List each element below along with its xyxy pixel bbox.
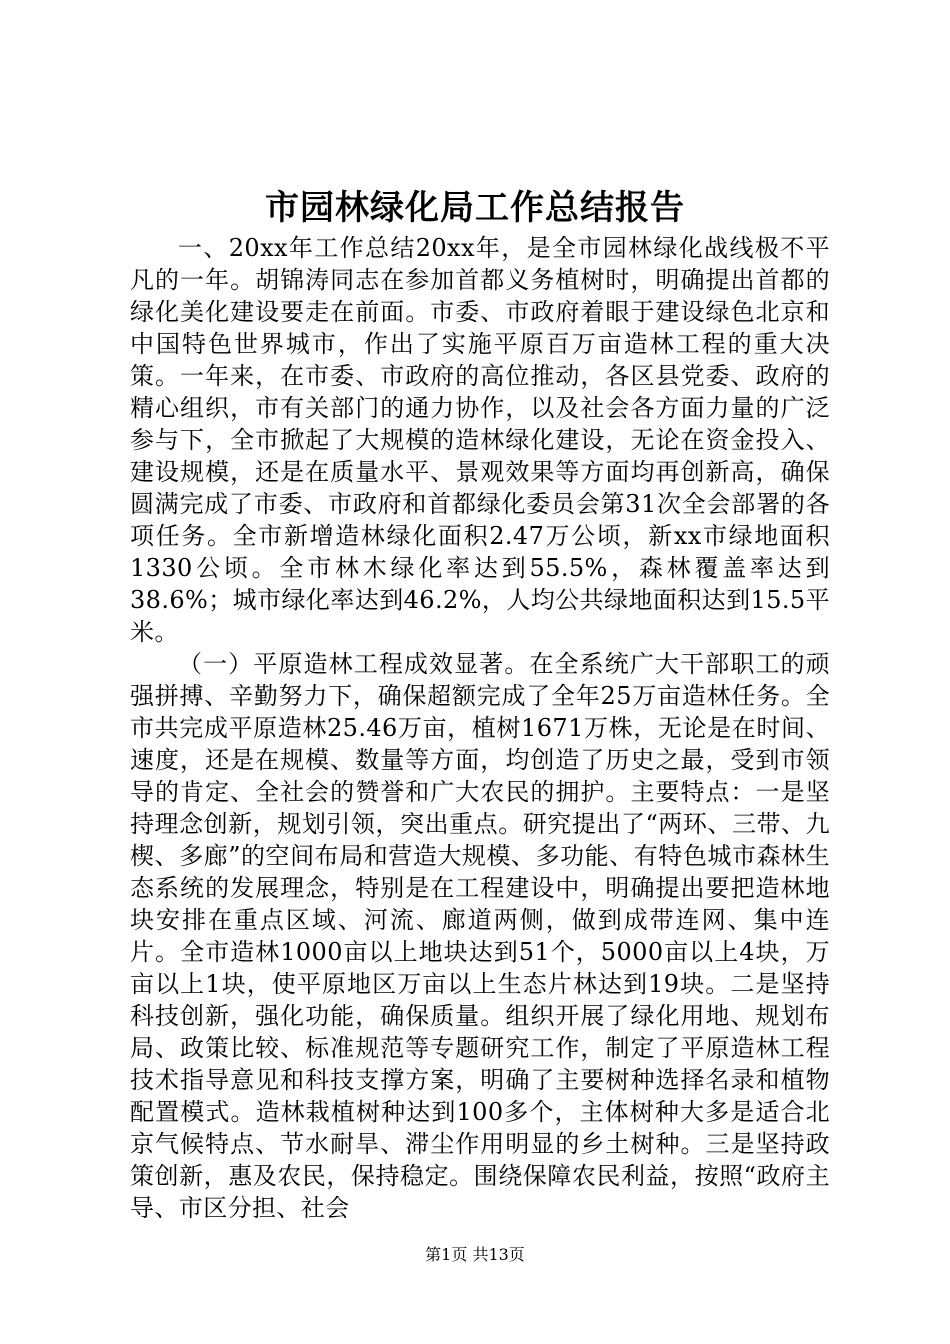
paragraph-summary: 一、20xx年工作总结20xx年，是全市园林绿化战线极不平凡的一年。胡锦涛同志在参加首都义务植树时，明确提出首都的绿化美化建设要走在前面。市委、市政府着眼于建设绿色北京和中国特色世界城市，作出了实施平原百万亩造林工程的重大决策。一年来，在市委、市政府的高位推动，各区县党委、政府的精心组织，市有关部门的通力协作，以及社会各方面力量的广泛参与下，全市掀起了大规模的造林绿化建设，无论在资金投入、建设规模，还是在质量水平、景观效果等方面均再创新高，确保圆满完成了市委、市政府和首都绿化委员会第31次全会部署的各项任务。全市新增造林绿化面积2.47万公顷，新xx市绿地面积1330公顷。全市林木绿化率达到55.5%，森林覆盖率达到38.6%；城市绿化率达到46.2%，人均公共绿地面积达到15.5平米。 [130, 234, 830, 646]
paragraph-plain-afforestation: （一）平原造林工程成效显著。在全系统广大干部职工的顽强拼搏、辛勤努力下，确保超额完成了全年25万亩造林任务。全市共完成平原造林25.46万亩，植树1671万株，无论是在时间、速度，还是在规模、数量等方面，均创造了历史之最，受到市领导的肯定、全社会的赞誉和广大农民的拥护。主要特点：一是坚持理念创新，规划引领，突出重点。研究提出了“两环、三带、九楔、多廊”的空间布局和营造大规模、多功能、有特色城市森林生态系统的发展理念，特别是在工程建设中，明确提出要把造林地块安排在重点区域、河流、廊道两侧，做到成带连网、集中连片。全市造林1000亩以上地块达到51个，5000亩以上4块，万亩以上1块，使平原地区万亩以上生态片林达到19块。二是坚持科技创新，强化功能，确保质量。组织开展了绿化用地、规划布局、政策比较、标准规范等专题研究工作，制定了平原造林工程技术指导意见和科技支撑方案，明确了主要树种选择名录和植物配置模式。造林栽植树种达到100多个，主体树种大多是适合北京气候特点、节水耐旱、滞尘作用明显的乡土树种。三是坚持政策创新，惠及农民，保持稳定。围绕保障农民利益，按照“政府主导、市区分担、社会 [130, 650, 830, 1222]
document-title: 市园林绿化局工作总结报告 [265, 188, 685, 228]
page-footer: 第1页 共13页 [425, 1245, 525, 1264]
document-body [130, 232, 830, 1224]
